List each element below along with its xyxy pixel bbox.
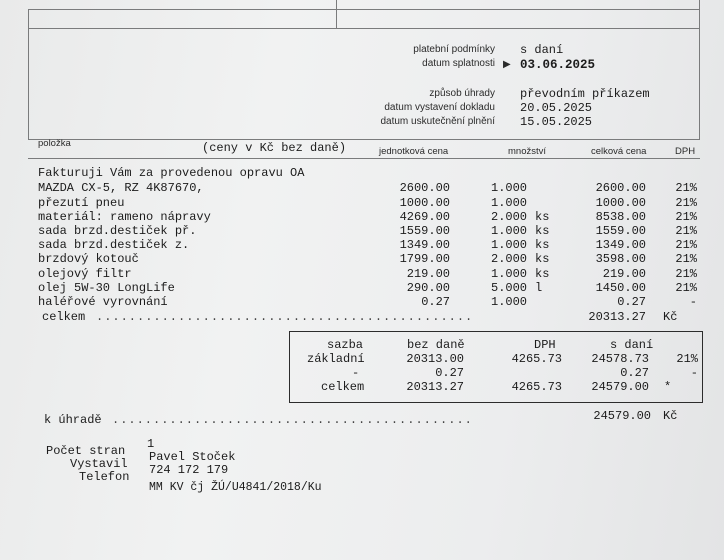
item-row: materiál: rameno nápravy 4269.00 2.000 ks 8538.00 21%	[38, 210, 697, 224]
arrow-right-icon: ▶	[503, 59, 511, 70]
col-total-price: celková cena	[591, 146, 647, 157]
frame-top-rule	[28, 28, 700, 29]
vat-row-basic-net: 20313.00	[406, 352, 464, 366]
vat-row-rounding-net: 0.27	[435, 366, 464, 380]
payment-method-label: způsob úhrady	[429, 88, 495, 99]
due-date-label: datum splatnosti	[422, 58, 495, 69]
issued-by-value: Pavel Stoček	[149, 450, 236, 464]
total-dots: ..............................................	[96, 310, 474, 324]
prices-note: (ceny v Kč bez daně)	[202, 141, 347, 155]
items-header-bottom-rule	[28, 158, 700, 159]
payment-method-value: převodním příkazem	[520, 87, 650, 101]
vat-row-total-label: celkem	[321, 380, 365, 394]
col-vat: DPH	[675, 146, 696, 157]
total-value: 20313.27	[588, 310, 646, 324]
vat-head-gross: s daní	[610, 338, 654, 352]
vat-head-net: bez daně	[407, 338, 465, 352]
vat-row-rounding-rate: -	[690, 366, 698, 380]
vat-row-total-vat: 4265.73	[511, 380, 562, 394]
col-item: položka	[38, 138, 71, 149]
supply-date-label: datum uskutečnění plnění	[380, 116, 495, 127]
vat-head-vat: DPH	[534, 338, 556, 352]
vat-row-total-net: 20313.27	[406, 380, 464, 394]
phone-value: 724 172 179	[149, 463, 229, 477]
item-row: olejový filtr 219.00 1.000 ks 219.00 21%	[38, 267, 697, 281]
vat-row-basic-label: základní	[307, 352, 365, 366]
item-row: olej 5W-30 LongLife 290.00 5.000 l 1450.00 21%	[38, 281, 697, 295]
pages-label: Počet stran	[46, 444, 126, 458]
total-currency: Kč	[663, 310, 678, 324]
col-unit-price: jednotková cena	[379, 146, 449, 157]
vat-head-rate: sazba	[327, 338, 364, 352]
amount-due-currency: Kč	[663, 409, 678, 423]
pages-value: 1	[147, 437, 155, 451]
phone-label: Telefon	[79, 470, 130, 484]
item-row: 2600.00 1.000 2600.00 21%	[399, 181, 697, 195]
registration-number: MM KV čj ŽÚ/U4841/2018/Ku	[149, 481, 322, 494]
vat-row-basic-vat: 4265.73	[511, 352, 562, 366]
payment-terms-value: s daní	[520, 43, 564, 57]
vat-row-basic-gross: 24578.73	[591, 352, 649, 366]
amount-due-value: 24579.00	[593, 409, 651, 423]
vat-row-total-gross: 24579.00	[591, 380, 649, 394]
description-line-2: MAZDA CX-5, RZ 4K87670,	[38, 181, 204, 195]
issued-by-label: Vystavil	[70, 457, 128, 471]
items-header-rule	[28, 139, 700, 140]
top-border	[28, 9, 700, 10]
item-row: přezutí pneu 1000.00 1.000 1000.00 21%	[38, 196, 697, 210]
item-row: haléřové vyrovnání 0.27 1.000 0.27 -	[38, 295, 697, 309]
frame-divider	[336, 0, 337, 28]
col-quantity: množství	[508, 146, 547, 157]
frame-right	[699, 0, 700, 140]
vat-row-basic-rate: 21%	[676, 352, 698, 366]
vat-row-total-mark: *	[664, 380, 672, 394]
amount-due-label: k úhradě	[44, 413, 102, 427]
item-row: brzdový kotouč 1799.00 2.000 ks 3598.00 21%	[38, 252, 697, 266]
payment-terms-label: platební podmínky	[413, 44, 495, 55]
due-date-value: 03.06.2025	[520, 58, 596, 72]
item-row: sada brzd.destiček př. 1559.00 1.000 ks 1559.00 21%	[38, 224, 697, 238]
vat-row-rounding-gross: 0.27	[620, 366, 649, 380]
item-row: sada brzd.destiček z. 1349.00 1.000 ks 1349.00 21%	[38, 238, 697, 252]
issue-date-label: datum vystavení dokladu	[384, 102, 495, 113]
supply-date-value: 15.05.2025	[520, 115, 593, 129]
description-line-1: Fakturuji Vám za provedenou opravu OA	[38, 166, 305, 180]
issue-date-value: 20.05.2025	[520, 101, 593, 115]
amount-due-dots: ............................................	[112, 413, 473, 427]
vat-row-rounding-label: -	[352, 366, 360, 380]
total-label: celkem	[42, 310, 86, 324]
